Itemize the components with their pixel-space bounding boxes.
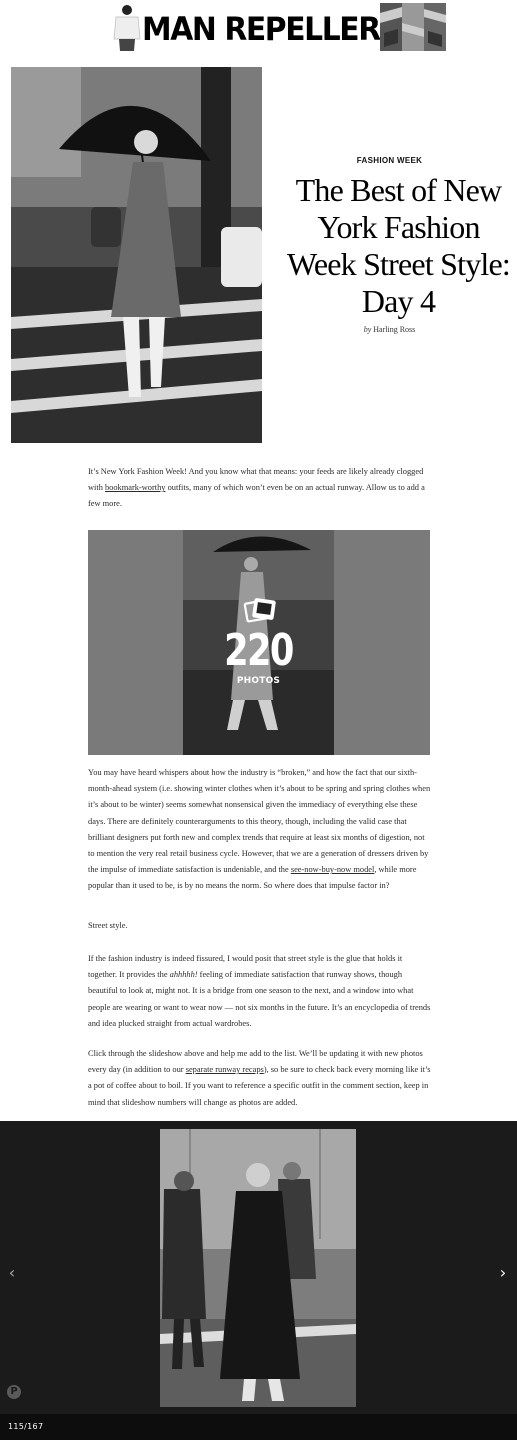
- hero-image: [11, 67, 262, 443]
- site-header: [0, 0, 517, 54]
- byline-prefix: by: [363, 325, 372, 334]
- body-p4-text-end: ), so be sure to check back every morning like it’s a pot of coffee about to boil. If you want to reference a specific outfit in the comment section, keep in mind that slideshow numbers will change as photos are added.: [88, 1065, 431, 1107]
- body-p4-text: Click through the slideshow above and help me add to the list. We’ll be updating it with new photos every day (in addition to our: [88, 1049, 423, 1075]
- intro-paragraph: [88, 464, 433, 513]
- body-p1-text: You may have heard whispers about how the industry is “broken,” and how the fact that our sixth-month-ahead system (i.e. showing winter clothes when it’s about to be spring and spring clothes when it’s about to be winter) seems somewhat nonsensical given the immediacy of everything else these days. There are definitely counterarguments to this theory, though, including the valid case that brilliant designers put forth new and complex trends that require at least six months of digestion, not to mention the very real retail business cycle. However, that we are a generation of dressers driven by the impulse of immediate satisfaction is undeniable, and the: [88, 768, 431, 875]
- body-paragraph-4: [88, 1046, 433, 1111]
- logo-model-image: [110, 3, 144, 51]
- slideshow-footer: [0, 1414, 517, 1440]
- site-logo[interactable]: [110, 3, 446, 51]
- article-category[interactable]: FASHION WEEK: [356, 156, 423, 165]
- runway-recaps-link[interactable]: separate runway recaps: [185, 1065, 264, 1075]
- slideshow-street-photo: [160, 1129, 356, 1407]
- gallery-photo-count: 220: [224, 625, 293, 676]
- bookmark-worthy-link[interactable]: bookmark-worthy: [104, 483, 166, 493]
- hero-street-photo: [11, 67, 262, 443]
- intro-text: It’s New York Fashion Week! And you know what that means: your feeds are likely already clogged with: [88, 467, 424, 493]
- slideshow: [0, 1121, 517, 1414]
- logo-collage-image: [380, 3, 446, 51]
- body-p3-text: If the fashion industry is indeed fissured, I would posit that street style is the glue that holds it together. It provides the: [88, 954, 403, 980]
- article-byline: [262, 325, 517, 334]
- slideshow-image[interactable]: [160, 1129, 356, 1407]
- logo-wordmark: MAN REPELLER: [142, 10, 380, 48]
- gallery-preview[interactable]: [88, 530, 430, 755]
- chevron-left-icon[interactable]: ‹: [8, 1263, 16, 1282]
- intro-text-end: outfits, many of which won’t even be on an actual runway. Allow us to add a few more.: [88, 483, 425, 509]
- body-paragraph-1: [88, 765, 433, 895]
- body-p3-text-end: feeling of immediate satisfaction that runway shows, though beautiful to look at, might not. It is a bridge from one season to the next, and a window into what people are wearing or want to wear now — not six months in the future. It’s an encyclopedia of trends and idea plucked straight from actual wardrobes.: [88, 970, 431, 1028]
- see-now-buy-now-link[interactable]: see-now-buy-now model: [290, 865, 375, 875]
- body-paragraph-3: [88, 951, 433, 1032]
- body-p3-emphasis: ahhhhh!: [169, 970, 198, 980]
- author-link[interactable]: Harling Ross: [373, 325, 416, 334]
- article-title: The Best of New York Fashion Week Street Style: Day 4: [287, 172, 510, 319]
- body-paragraph-2: Street style.: [88, 921, 128, 930]
- chevron-right-icon[interactable]: ›: [499, 1263, 507, 1282]
- pinterest-icon[interactable]: P: [7, 1385, 21, 1399]
- gallery-photo-label: PHOTOS: [236, 676, 281, 686]
- slide-counter: 115/167: [8, 1422, 44, 1431]
- body-p1-text-end: , while more popular than it used to be, is by no means the norm. So where does that impulse factor in?: [88, 865, 417, 891]
- photo-stack-icon: [243, 596, 277, 626]
